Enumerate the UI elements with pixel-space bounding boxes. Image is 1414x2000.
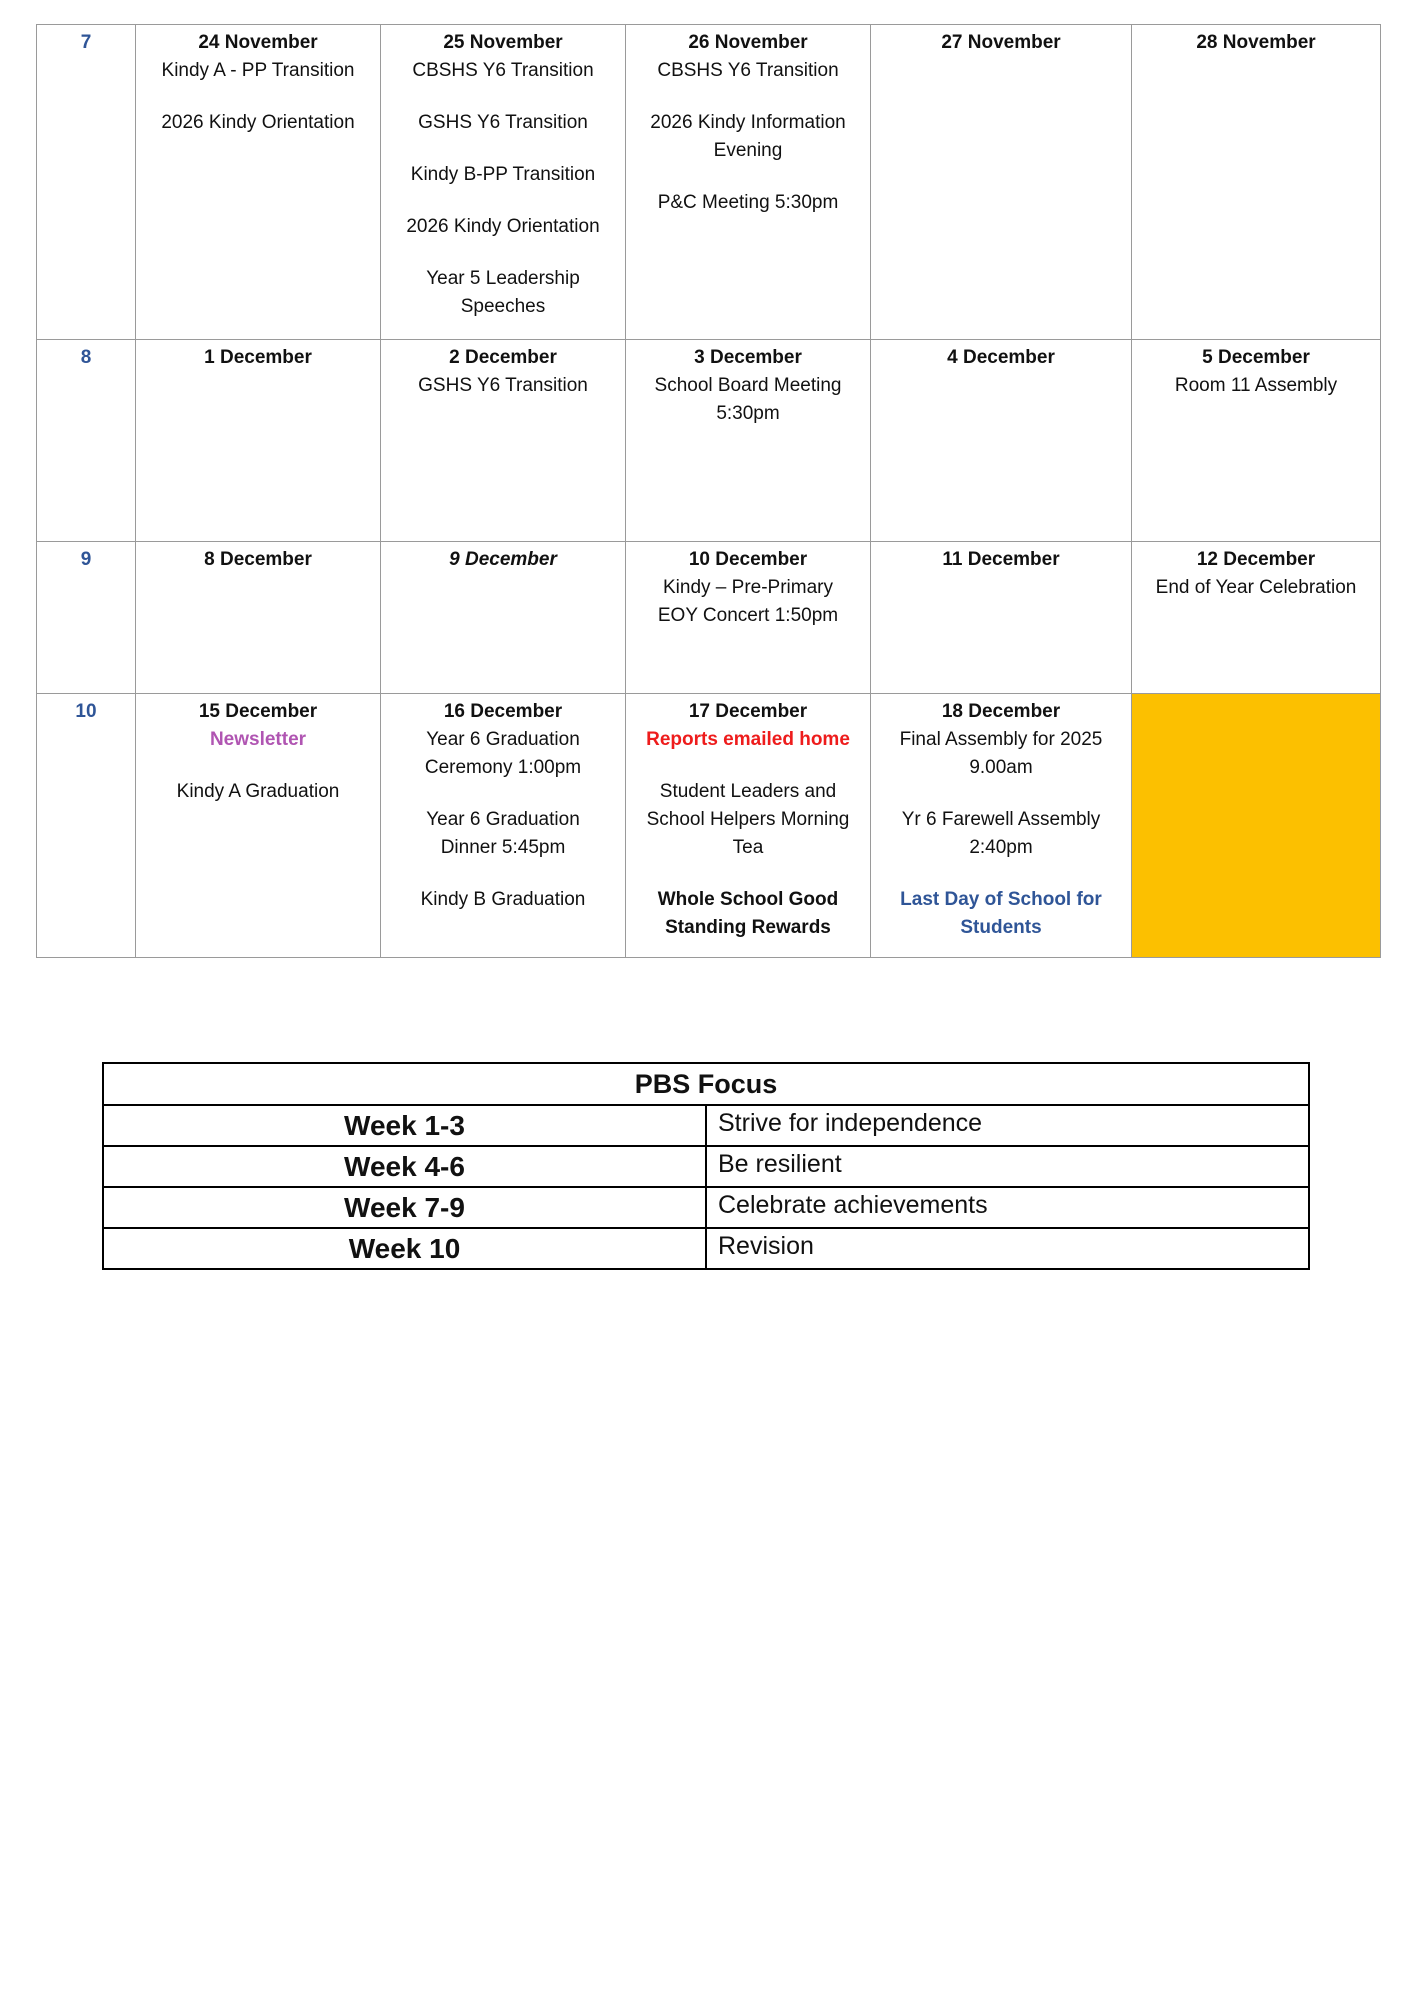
event: Yr 6 Farewell Assembly 2:40pm [901, 809, 1101, 858]
day-cell [136, 340, 381, 542]
day-cell [626, 25, 871, 340]
week-number: 10 [37, 694, 136, 958]
week-number: 8 [37, 340, 136, 542]
event: Year 6 Graduation Ceremony 1:00pm [424, 729, 582, 778]
day-date: 8 December [204, 549, 312, 570]
event: Kindy A - PP Transition [161, 60, 355, 81]
day-cell [871, 25, 1132, 340]
day-date: 25 November [443, 32, 563, 53]
day-cell [381, 25, 626, 340]
event: GSHS Y6 Transition [418, 112, 588, 133]
pbs-weeks: Week 4-6 [103, 1146, 706, 1187]
event: Room 11 Assembly [1174, 375, 1338, 396]
event: GSHS Y6 Transition [418, 375, 588, 396]
day-date: 5 December [1202, 347, 1310, 368]
event: Whole School Good Standing Rewards [657, 889, 839, 938]
day-date: 12 December [1196, 549, 1316, 570]
newsletter-event: Newsletter [209, 729, 307, 750]
pbs-focus: Be resilient [706, 1146, 1309, 1187]
day-cell [381, 542, 626, 694]
day-date: 15 December [198, 701, 318, 722]
pbs-row [103, 1187, 1309, 1228]
day-cell [381, 694, 626, 958]
day-date: 27 November [941, 32, 1061, 53]
day-cell [1132, 25, 1381, 340]
event: 2026 Kindy Information Evening [650, 112, 846, 161]
day-cell [871, 694, 1132, 958]
day-cell [136, 542, 381, 694]
day-cell [1132, 542, 1381, 694]
event: Final Assembly for 2025 9.00am [899, 729, 1103, 778]
day-date: 11 December [942, 549, 1060, 570]
day-date: 3 December [694, 347, 802, 368]
pbs-row [103, 1146, 1309, 1187]
last-day-event: Last Day of School for Students [900, 889, 1102, 938]
day-cell [626, 542, 871, 694]
event: P&C Meeting 5:30pm [657, 192, 839, 213]
term-calendar [36, 24, 1381, 958]
event: Student Leaders and School Helpers Morning Tea [646, 781, 850, 858]
pbs-focus: Celebrate achievements [706, 1187, 1309, 1228]
day-cell [871, 340, 1132, 542]
week-row [37, 25, 1381, 340]
event: End of Year Celebration [1155, 577, 1357, 598]
week-row [37, 340, 1381, 542]
week-row [37, 542, 1381, 694]
reports-event: Reports emailed home [646, 729, 850, 750]
day-date: 24 November [198, 32, 318, 53]
event: Kindy A Graduation [176, 781, 340, 802]
day-date: 28 November [1196, 32, 1316, 53]
day-cell [1132, 340, 1381, 542]
day-date: 17 December [688, 701, 808, 722]
day-date: 26 November [688, 32, 808, 53]
pbs-title: PBS Focus [103, 1063, 1309, 1105]
week-number: 9 [37, 542, 136, 694]
day-cell [626, 694, 871, 958]
event: Kindy B Graduation [420, 889, 586, 910]
day-cell [381, 340, 626, 542]
highlighted-empty-cell [1132, 694, 1381, 958]
day-date: 18 December [941, 701, 1061, 722]
pbs-focus: Revision [706, 1228, 1309, 1269]
pbs-weeks: Week 10 [103, 1228, 706, 1269]
day-date: 10 December [688, 549, 808, 570]
event: School Board Meeting 5:30pm [654, 375, 842, 424]
event: CBSHS Y6 Transition [412, 60, 594, 81]
day-date: 9 December [449, 549, 557, 570]
event: Year 5 Leadership Speeches [426, 268, 580, 317]
day-date: 16 December [443, 701, 563, 722]
event: Kindy – Pre-Primary EOY Concert 1:50pm [657, 577, 839, 626]
week-row [37, 694, 1381, 958]
day-cell [136, 25, 381, 340]
event: 2026 Kindy Orientation [406, 216, 600, 237]
day-date: 2 December [449, 347, 557, 368]
pbs-focus-table [102, 1062, 1310, 1270]
pbs-row [103, 1228, 1309, 1269]
week-number: 7 [37, 25, 136, 340]
pbs-weeks: Week 7-9 [103, 1187, 706, 1228]
day-date: 1 December [204, 347, 312, 368]
day-date: 4 December [947, 347, 1055, 368]
pbs-weeks: Week 1-3 [103, 1105, 706, 1146]
day-cell [871, 542, 1132, 694]
event: Year 6 Graduation Dinner 5:45pm [426, 809, 580, 858]
pbs-focus: Strive for independence [706, 1105, 1309, 1146]
event: CBSHS Y6 Transition [657, 60, 839, 81]
event: Kindy B-PP Transition [410, 164, 596, 185]
event: 2026 Kindy Orientation [161, 112, 355, 133]
day-cell [136, 694, 381, 958]
day-cell [626, 340, 871, 542]
pbs-row [103, 1105, 1309, 1146]
